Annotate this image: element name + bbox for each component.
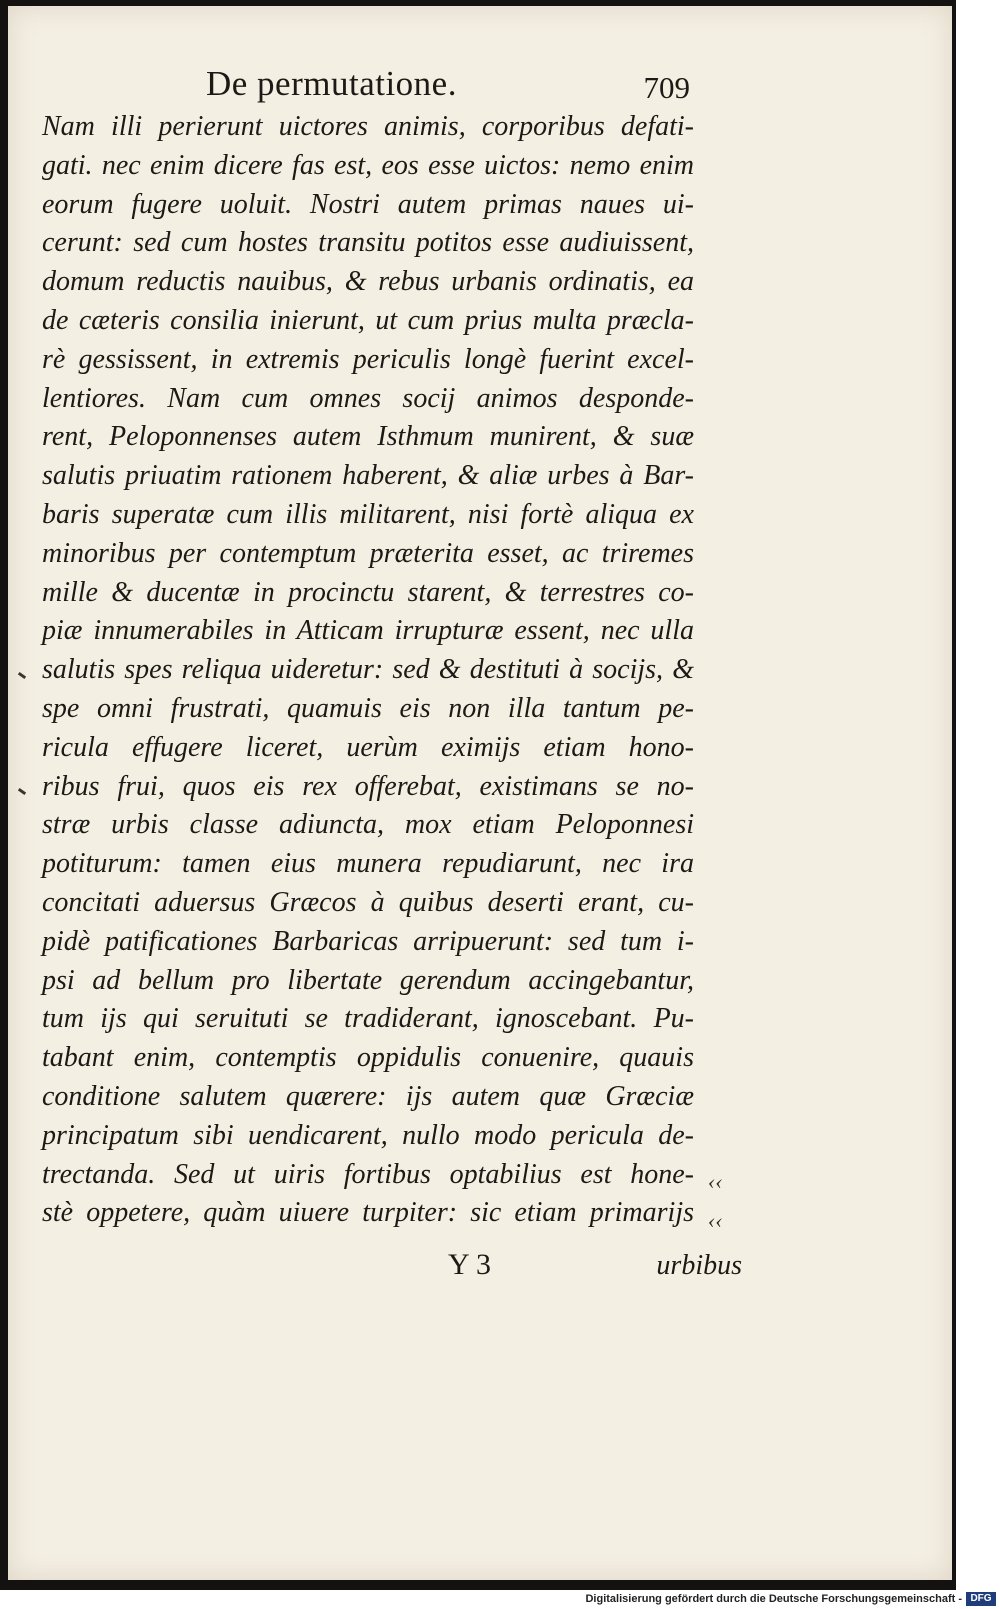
- text-line: Nam illi perierunt uictores animis, corporibus defati-: [42, 111, 694, 142]
- text-line: trectanda. Sed ut uiris fortibus optabilius est hone-: [42, 1158, 694, 1190]
- text-line: rent, Peloponnenses autem Isthmum munirent, & suæ: [42, 421, 694, 453]
- text-line: spe omni frustrati, quamuis eis non illa tantum pe-: [42, 692, 694, 724]
- text-line: ribus frui, quos eis rex offerebat, existimans se no-: [42, 770, 694, 802]
- quote-mark: ‹‹: [708, 1169, 723, 1194]
- text-line: salutis spes reliqua uideretur: sed & destituti à socijs, &: [42, 654, 694, 686]
- text-line: rè gessissent, in extremis periculis longè fuerint excel-: [42, 343, 694, 375]
- text-line: stè oppetere, quàm uiuere turpiter: sic etiam primarijs: [42, 1197, 694, 1229]
- page-header: [200, 64, 690, 112]
- funding-credit: Digitalisierung gefördert durch die Deutsche Forschungsgemeinschaft -: [585, 1593, 962, 1605]
- text-line: piæ innumerabiles in Atticam irrupturæ essent, nec ulla: [42, 615, 694, 647]
- dfg-logo: DFG: [966, 1592, 996, 1606]
- page-number: 709: [643, 70, 690, 105]
- text-line: principatum sibi uendicarent, nullo modo pericula de-: [42, 1119, 694, 1151]
- text-line: stræ urbis classe adiuncta, mox etiam Peloponnesi: [42, 809, 694, 841]
- quote-mark: ‹‹: [708, 1207, 723, 1233]
- text-line: salutis priuatim rationem haberent, & aliæ urbes à Bar-: [42, 460, 694, 492]
- text-line: gati. nec enim dicere fas est, eos esse uictos: nemo enim: [42, 149, 694, 181]
- text-line: mille & ducentæ in procinctu starent, & terrestres co-: [42, 576, 694, 608]
- signature-mark: Y 3: [448, 1248, 492, 1281]
- text-line: eorum fugere uoluit. Nostri autem primas naues ui-: [42, 188, 694, 220]
- text-line: baris superatæ cum illis militarent, nisi fortè aliqua ex: [42, 498, 694, 530]
- margin-mark: [18, 672, 26, 679]
- text-line: lentiores. Nam cum omnes socij animos desponde-: [42, 382, 694, 414]
- text-line: ricula effugere liceret, uerùm eximijs etiam hono-: [42, 731, 694, 763]
- body-text: [42, 108, 694, 1233]
- running-title: De permutatione.: [206, 64, 457, 103]
- text-line: concitati aduersus Græcos à quibus deserti erant, cu-: [42, 886, 694, 918]
- text-line: psi ad bellum pro libertate gerendum accingebantur,: [42, 964, 694, 996]
- text-line: domum reductis nauibus, & rebus urbanis ordinatis, ea: [42, 266, 694, 298]
- text-line: tum ijs qui seruituti se tradiderant, ignoscebant. Pu-: [42, 1003, 694, 1035]
- text-line: de cæteris consilia inierunt, ut cum prius multa præcla-: [42, 304, 694, 336]
- text-line: cerunt: sed cum hostes transitu potitos esse audiuissent,: [42, 227, 694, 259]
- text-line: conditione salutem quærere: ijs autem quæ Græciæ: [42, 1080, 694, 1112]
- margin-mark: [18, 788, 26, 795]
- margin-quote-marks: [708, 1163, 738, 1241]
- text-line: tabant enim, contemptis oppidulis conuenire, quauis: [42, 1042, 694, 1074]
- text-line: minoribus per contemptum præterita esset, ac triremes: [42, 537, 694, 569]
- footer-bar: [0, 1590, 1000, 1609]
- catchword: urbibus: [656, 1250, 742, 1281]
- text-line: pidè patificationes Barbaricas arripuerunt: sed tum i-: [42, 925, 694, 957]
- text-line: potiturum: tamen eius munera repudiarunt, nec ira: [42, 848, 694, 880]
